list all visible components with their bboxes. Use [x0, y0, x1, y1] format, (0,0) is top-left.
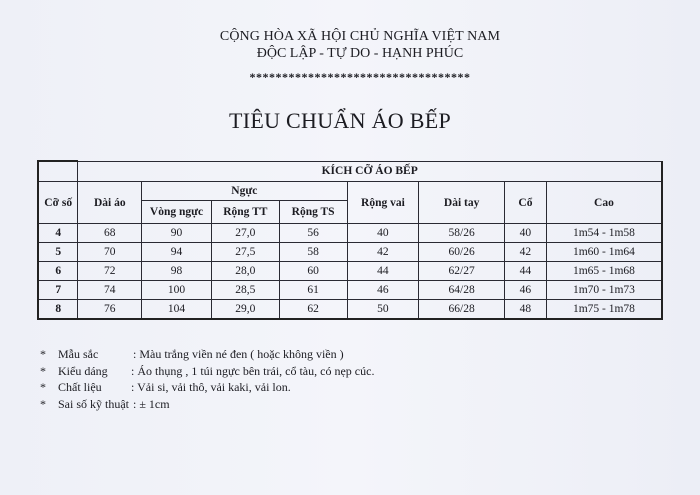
note-value: : Vải si, vải thô, vải kaki, vải lon. — [131, 380, 291, 394]
note-bullet: * — [40, 396, 46, 411]
national-title: CỘNG HÒA XÃ HỘI CHỦ NGHĨA VIỆT NAM — [219, 29, 501, 44]
table-row — [38, 243, 662, 262]
size-cell: 7 — [38, 281, 78, 300]
column-header-rong-tt: Rộng TT — [211, 201, 279, 224]
column-header-rong-ts: Rộng TS — [279, 201, 347, 224]
notes-list — [40, 346, 374, 412]
table-cell: 46 — [347, 281, 419, 300]
note-value: : Màu trắng viền né đen ( hoặc không viền ) — [133, 347, 344, 361]
table-cell: 68 — [78, 224, 142, 243]
table-cell: 40 — [347, 224, 419, 243]
table-row — [38, 300, 662, 320]
corner-cell — [38, 161, 78, 182]
column-header-dai-tay: Dài tay — [419, 182, 505, 224]
document-title: TIÊU CHUẨN ÁO BẾP — [228, 108, 452, 133]
note-label: Kiểu dáng — [58, 363, 108, 378]
note-bullet: * — [40, 363, 46, 378]
column-header-dai-ao: Dài áo — [78, 182, 142, 224]
table-cell: 1m54 - 1m58 — [546, 224, 662, 243]
table-cell: 64/28 — [419, 281, 505, 300]
note-value: : Áo thụng , 1 túi ngực bên trái, cổ tàu, có nẹp cúc. — [131, 363, 375, 378]
table-row — [38, 262, 662, 281]
table-cell: 1m70 - 1m73 — [546, 281, 662, 300]
table-cell: 104 — [142, 300, 212, 320]
separator-stars: ********************************** — [249, 70, 471, 84]
table-cell: 76 — [78, 300, 142, 320]
size-cell: 5 — [38, 243, 78, 262]
table-cell: 90 — [142, 224, 212, 243]
size-table — [37, 160, 663, 320]
group-header: KÍCH CỠ ÁO BẾP — [78, 161, 662, 182]
table-cell: 48 — [505, 300, 547, 320]
table-cell: 58 — [279, 243, 347, 262]
table-cell: 94 — [142, 243, 212, 262]
national-motto: ĐỘC LẬP - TỰ DO - HẠNH PHÚC — [256, 46, 464, 61]
note-bullet: * — [40, 347, 46, 361]
table-cell: 66/28 — [419, 300, 505, 320]
note-style — [40, 363, 374, 380]
table-cell: 1m65 - 1m68 — [546, 262, 662, 281]
size-cell: 8 — [38, 300, 78, 320]
table-cell: 46 — [505, 281, 547, 300]
chest-group-header: Ngực — [142, 182, 347, 201]
note-label: Sai số kỹ thuật — [58, 396, 129, 411]
table-cell: 62/27 — [419, 262, 505, 281]
note-color — [40, 346, 374, 363]
column-header-rong-vai: Rộng vai — [347, 182, 419, 224]
table-cell: 50 — [347, 300, 419, 320]
note-material — [40, 379, 374, 396]
table-cell: 28,5 — [211, 281, 279, 300]
table-cell: 61 — [279, 281, 347, 300]
table-cell: 44 — [505, 262, 547, 281]
table-cell: 100 — [142, 281, 212, 300]
column-header-co: Cổ — [505, 182, 547, 224]
table-cell: 27,5 — [211, 243, 279, 262]
table-cell: 60 — [279, 262, 347, 281]
table-cell: 1m75 - 1m78 — [546, 300, 662, 320]
note-tolerance — [40, 396, 374, 413]
size-cell: 4 — [38, 224, 78, 243]
size-column-header: Cỡ số — [38, 182, 78, 224]
table-cell: 40 — [505, 224, 547, 243]
table-cell: 56 — [279, 224, 347, 243]
note-label: Chất liệu — [58, 380, 102, 394]
note-label: Mẫu sắc — [58, 347, 99, 361]
table-cell: 28,0 — [211, 262, 279, 281]
table-cell: 70 — [78, 243, 142, 262]
table-cell: 58/26 — [419, 224, 505, 243]
table-cell: 42 — [505, 243, 547, 262]
table-cell: 27,0 — [211, 224, 279, 243]
size-cell: 6 — [38, 262, 78, 281]
table-cell: 44 — [347, 262, 419, 281]
table-row — [38, 281, 662, 300]
table-row — [38, 224, 662, 243]
note-bullet: * — [40, 380, 46, 394]
column-header-cao: Cao — [546, 182, 662, 224]
table-cell: 1m60 - 1m64 — [546, 243, 662, 262]
table-cell: 29,0 — [211, 300, 279, 320]
table-cell: 62 — [279, 300, 347, 320]
table-cell: 72 — [78, 262, 142, 281]
table-cell: 98 — [142, 262, 212, 281]
table-cell: 60/26 — [419, 243, 505, 262]
note-value: : ± 1cm — [133, 396, 170, 411]
table-cell: 42 — [347, 243, 419, 262]
column-header-vong-nguc: Vòng ngực — [142, 201, 212, 224]
table-cell: 74 — [78, 281, 142, 300]
